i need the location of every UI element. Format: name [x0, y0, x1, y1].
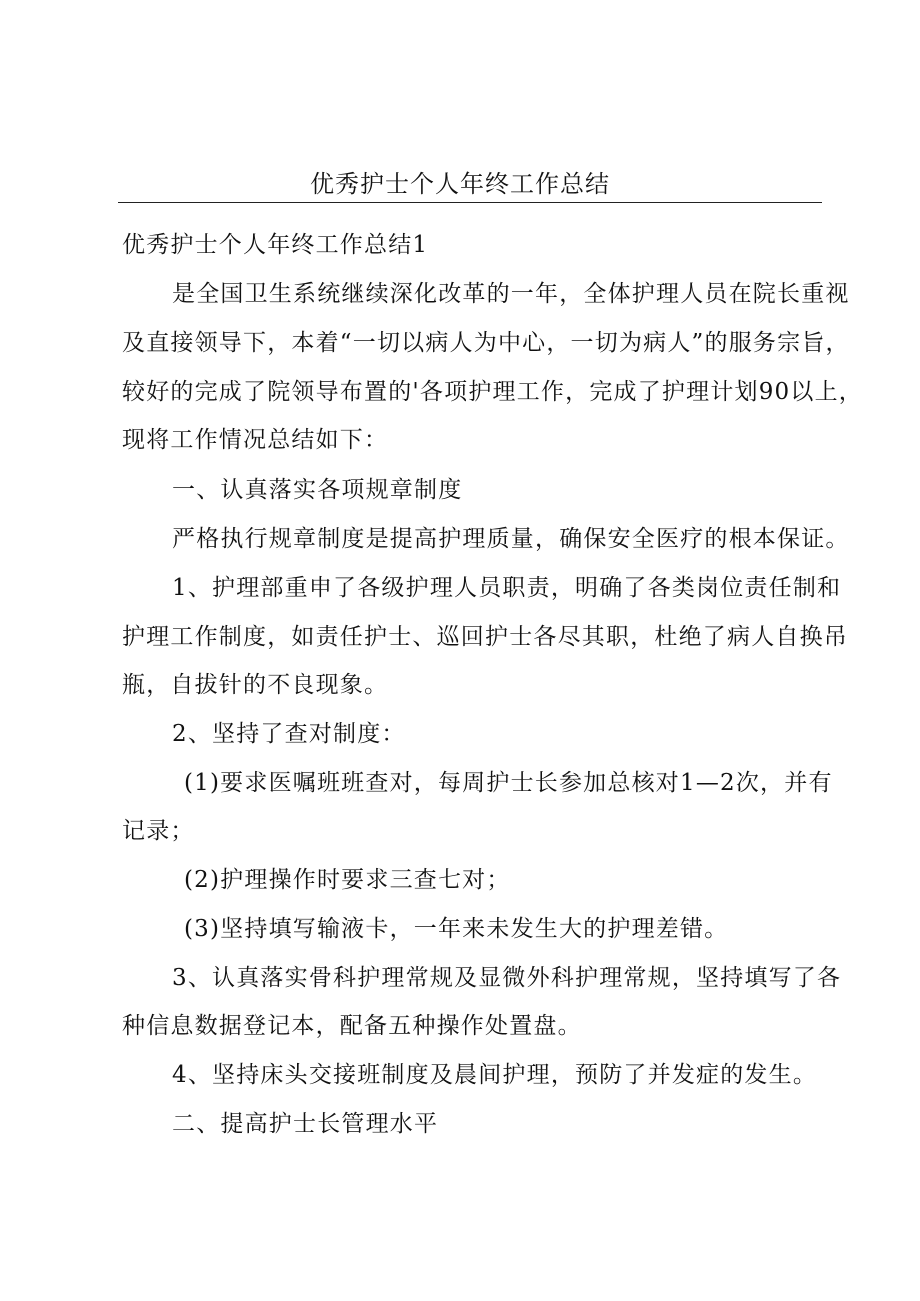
title-underline — [118, 202, 822, 203]
list-item-line: 1、护理部重申了各级护理人员职责，明确了各类岗位责任制和 — [172, 575, 842, 601]
sub-item-line: (2)护理操作时要求三查七对； — [184, 867, 511, 893]
list-item-line: 4、坚持床头交接班制度及晨间护理，预防了并发症的发生。 — [172, 1062, 818, 1088]
sub-item-line: (1)要求医嘱班班查对，每周护士长参加总核对1—2次，并有 — [184, 770, 833, 796]
paragraph-line: 严格执行规章制度是提高护理质量，确保安全医疗的根本保证。 — [172, 526, 850, 552]
paragraph-line: 及直接领导下，本着“一切以病人为中心，一切为病人”的服务宗旨， — [122, 330, 850, 356]
subsection-heading: 一、认真落实各项规章制度 — [172, 477, 463, 503]
section-heading: 优秀护士个人年终工作总结1 — [122, 232, 429, 258]
document-title: 优秀护士个人年终工作总结 — [310, 170, 610, 198]
subsection-heading: 二、提高护士长管理水平 — [172, 1111, 439, 1137]
paragraph-line: 较好的完成了院领导布置的'各项护理工作，完成了护理计划90以上， — [122, 379, 863, 405]
list-item-line: 护理工作制度，如责任护士、巡回护士各尽其职，杜绝了病人自换吊 — [122, 624, 848, 650]
sub-item-line: 记录； — [122, 818, 195, 844]
sub-item-line: (3)坚持填写输液卡，一年来未发生大的护理差错。 — [184, 916, 729, 942]
list-item-line: 3、认真落实骨科护理常规及显微外科护理常规，坚持填写了各 — [172, 965, 842, 991]
list-item-line: 瓶，自拔针的不良现象。 — [122, 672, 389, 698]
list-item-line: 2、坚持了查对制度： — [172, 721, 406, 747]
paragraph-line: 现将工作情况总结如下： — [122, 427, 389, 453]
paragraph-line: 是全国卫生系统继续深化改革的一年，全体护理人员在院长重视 — [172, 281, 850, 307]
list-item-line: 种信息数据登记本，配备五种操作处置盘。 — [122, 1013, 582, 1039]
